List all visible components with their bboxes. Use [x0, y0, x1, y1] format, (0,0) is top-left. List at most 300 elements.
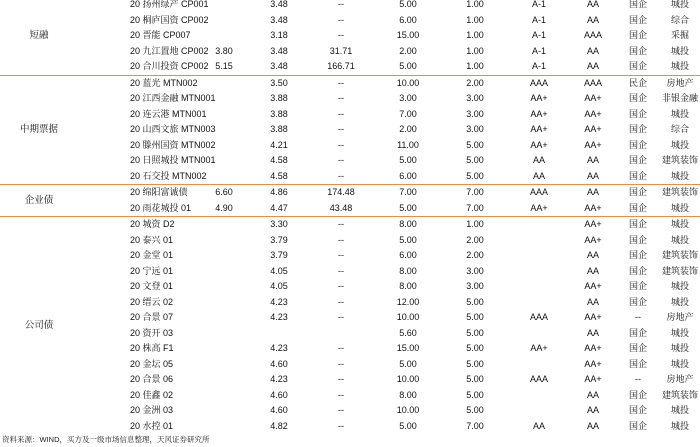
term-cell: 1.00 [466, 45, 484, 56]
table-row [0, 372, 700, 388]
industry-cell: 城投 [670, 170, 689, 181]
table-row [0, 91, 700, 107]
industry-cell: 非银金融 [661, 93, 698, 104]
term-cell: 5.00 [466, 155, 484, 166]
value-3-cell: -- [338, 389, 344, 400]
issuer-rating-cell: AA [586, 405, 599, 416]
value-1-cell: 6.60 [198, 185, 250, 201]
issue-size-cell: 10.00 [396, 312, 420, 323]
ownership-cell: 国企 [628, 170, 647, 181]
issue-size-cell: 2.00 [399, 124, 417, 135]
issuer-rating-cell: AA+ [584, 234, 602, 245]
debt-rating-cell: A-1 [531, 0, 546, 10]
value-3-cell: -- [308, 75, 374, 91]
issuer-rating-cell: AAA [570, 75, 616, 91]
ownership-cell: 国企 [628, 14, 647, 25]
bond-name-cell: 20 山西文旅 MTN003 [130, 124, 216, 135]
bond-name-cell: 20 株高 F1 [130, 343, 174, 354]
table-row [0, 248, 700, 264]
term-cell: 2.00 [442, 75, 508, 91]
issue-size-cell: 2.00 [399, 45, 417, 56]
debt-rating-cell: AA+ [530, 202, 548, 213]
debt-rating-cell: AA+ [530, 93, 548, 104]
bond-name-cell: 20 资开 03 [130, 327, 174, 338]
industry-cell: 综合 [670, 14, 689, 25]
value-1-cell [198, 233, 250, 249]
issuer-rating-cell: AA+ [584, 358, 602, 369]
debt-rating-cell [508, 326, 570, 342]
issuer-rating-cell: AA+ [584, 139, 602, 150]
issue-size-cell: 15.00 [396, 343, 420, 354]
table-row [0, 295, 700, 311]
bond-name-cell: 20 城资 D2 [78, 217, 198, 233]
industry-cell: 城投 [670, 405, 689, 416]
value-3-cell: -- [338, 170, 344, 181]
bond-name-cell: 20 蓝光 MTN002 [78, 75, 198, 91]
value-3-cell: -- [338, 374, 344, 385]
ownership-cell: 国企 [628, 296, 647, 307]
term-cell: 5.00 [466, 170, 484, 181]
table-row [0, 153, 700, 169]
debt-rating-cell: AAA [529, 374, 548, 385]
bond-name-cell: 20 文登 01 [130, 281, 174, 292]
industry-cell: 城投 [670, 0, 689, 10]
value-1-cell [198, 357, 250, 373]
issuer-rating-cell: AA [586, 45, 599, 56]
value-2-cell: 3.88 [270, 124, 288, 135]
bond-name-cell: 20 日照城投 MTN001 [130, 155, 216, 166]
value-1-cell: 5.15 [215, 61, 233, 72]
term-cell: 5.00 [466, 312, 484, 323]
term-cell: 5.00 [466, 389, 484, 400]
table-row [0, 169, 700, 185]
ownership-cell: -- [635, 312, 641, 323]
value-3-cell: 174.48 [308, 185, 374, 201]
term-cell: 3.00 [466, 108, 484, 119]
debt-rating-cell: AAA [529, 312, 548, 323]
issue-size-cell: 8.00 [399, 265, 417, 276]
bond-name-cell: 20 缙云 02 [130, 296, 174, 307]
bond-name-cell: 20 泰兴 01 [130, 234, 174, 245]
value-3-cell: -- [338, 139, 344, 150]
table-row [0, 341, 700, 357]
value-3-cell: -- [338, 155, 344, 166]
bond-name-cell: 20 金堂 01 [130, 250, 174, 261]
issuer-rating-cell: AA+ [584, 124, 602, 135]
issue-size-cell: 6.00 [399, 14, 417, 25]
source-note: 资料来源：WIND，买方及一级市场信息整理，天风证券研究所 [2, 435, 210, 444]
industry-cell: 建筑装饰 [661, 265, 698, 276]
bond-name-cell: 20 水控 01 [130, 420, 174, 431]
term-cell: 5.00 [466, 296, 484, 307]
issuer-rating-cell: AA+ [584, 374, 602, 385]
ownership-cell: 国企 [628, 343, 647, 354]
value-2-cell: 3.30 [250, 217, 308, 233]
debt-rating-cell [508, 279, 570, 295]
issuer-rating-cell: AA [586, 61, 599, 72]
ownership-cell: 国企 [628, 389, 647, 400]
term-cell: 5.00 [466, 405, 484, 416]
issuer-rating-cell: AA+ [584, 312, 602, 323]
issuer-rating-cell: AA [586, 420, 599, 431]
value-3-cell: -- [338, 250, 344, 261]
issue-size-cell: 6.00 [399, 250, 417, 261]
value-2-cell: 4.86 [250, 185, 308, 201]
value-1-cell [198, 388, 250, 404]
issuer-rating-cell: AA [586, 14, 599, 25]
bond-name-cell: 20 合景 07 [130, 312, 174, 323]
ownership-cell: 国企 [628, 0, 647, 10]
value-2-cell: 3.79 [270, 250, 288, 261]
ownership-cell: 国企 [628, 420, 647, 431]
category-label: 公司债 [0, 217, 78, 435]
bond-name-cell: 20 江西金融 MTN001 [130, 93, 216, 104]
ownership-cell: 国企 [628, 61, 647, 72]
industry-cell: 城投 [670, 108, 689, 119]
value-3-cell: -- [338, 405, 344, 416]
ownership-cell: 国企 [628, 405, 647, 416]
issuer-rating-cell: AA [570, 185, 616, 201]
issue-size-cell: 7.00 [399, 108, 417, 119]
bond-name-cell: 20 佳鑫 02 [130, 389, 174, 400]
term-cell: 1.00 [466, 30, 484, 41]
issue-size-cell: 10.00 [396, 374, 420, 385]
issuer-rating-cell: AA+ [570, 217, 616, 233]
value-2-cell: 3.79 [270, 234, 288, 245]
ownership-cell: 国企 [628, 124, 647, 135]
table-row [0, 357, 700, 373]
table-row [0, 185, 700, 201]
value-2-cell: 4.21 [270, 139, 288, 150]
bond-name-cell: 20 绵阳富诚债 [78, 185, 198, 201]
ownership-cell: 国企 [628, 327, 647, 338]
value-3-cell: -- [338, 30, 344, 41]
bond-name-cell: 20 合川投资 CP002 [130, 61, 209, 72]
debt-rating-cell: A-1 [531, 61, 546, 72]
industry-cell: 建筑装饰 [661, 250, 698, 261]
value-3-cell: -- [338, 420, 344, 431]
industry-cell: 城投 [670, 139, 689, 150]
bond-name-cell: 20 金坛 05 [130, 358, 174, 369]
industry-cell: 城投 [670, 202, 689, 213]
value-1-cell [198, 372, 250, 388]
term-cell: 2.00 [466, 250, 484, 261]
ownership-cell: 国企 [628, 155, 647, 166]
table-row [0, 59, 700, 75]
bond-name-cell: 20 连云港 MTN001 [130, 108, 207, 119]
bond-name-cell: 20 石交投 MTN002 [130, 170, 207, 181]
issuer-rating-cell: AA [586, 265, 599, 276]
ownership-cell: 国企 [628, 139, 647, 150]
value-2-cell: 3.48 [270, 45, 288, 56]
value-1-cell [198, 295, 250, 311]
value-2-cell: 4.47 [270, 202, 288, 213]
term-cell: 3.00 [466, 265, 484, 276]
debt-rating-cell: A-1 [531, 30, 546, 41]
value-1-cell [198, 217, 250, 233]
issue-size-cell: 5.00 [399, 0, 417, 10]
debt-rating-cell [508, 264, 570, 280]
value-3-cell: -- [338, 124, 344, 135]
issuer-rating-cell: AA+ [584, 93, 602, 104]
issuer-rating-cell: AA [586, 327, 599, 338]
term-cell: 1.00 [466, 14, 484, 25]
industry-cell: 城投 [670, 281, 689, 292]
value-1-cell [198, 279, 250, 295]
debt-rating-cell [508, 217, 570, 233]
ownership-cell: 国企 [628, 108, 647, 119]
term-cell: 5.00 [466, 139, 484, 150]
industry-cell: 城投 [670, 343, 689, 354]
issuer-rating-cell: AA+ [584, 281, 602, 292]
bond-name-cell: 20 雨花城投 01 [130, 202, 192, 213]
value-3-cell: 31.71 [329, 45, 353, 56]
value-3-cell: -- [338, 14, 344, 25]
industry-cell: 房地产 [666, 312, 694, 323]
value-3-cell [308, 326, 374, 342]
debt-rating-cell: AAA [508, 75, 570, 91]
term-cell: 7.00 [466, 420, 484, 431]
term-cell: 5.00 [466, 343, 484, 354]
value-1-cell: 4.90 [215, 202, 233, 213]
table-row [0, 403, 700, 419]
ownership-cell: 国企 [628, 234, 647, 245]
value-2-cell: 4.05 [270, 265, 288, 276]
issue-size-cell: 8.00 [399, 389, 417, 400]
value-1-cell [198, 326, 250, 342]
debt-rating-cell: A-1 [531, 45, 546, 56]
ownership-cell: 国企 [628, 93, 647, 104]
term-cell: 7.00 [466, 202, 484, 213]
issuer-rating-cell: AAA [583, 30, 602, 41]
industry-cell: 城投 [670, 358, 689, 369]
value-2-cell: 3.18 [270, 30, 288, 41]
industry-cell: 综合 [670, 124, 689, 135]
issuer-rating-cell: AA [586, 389, 599, 400]
ownership-cell: 国企 [616, 217, 660, 233]
value-2-cell: 4.82 [270, 420, 288, 431]
term-cell: 1.00 [466, 61, 484, 72]
issue-size-cell: 5.00 [399, 155, 417, 166]
issuer-rating-cell: AA [586, 250, 599, 261]
industry-cell: 城投 [670, 420, 689, 431]
term-cell: 3.00 [466, 281, 484, 292]
value-1-cell [198, 419, 250, 435]
issuer-rating-cell: AA [586, 155, 599, 166]
value-2-cell: 4.60 [270, 358, 288, 369]
value-3-cell: 166.71 [327, 61, 355, 72]
value-2-cell: 3.50 [250, 75, 308, 91]
debt-rating-cell: AAA [508, 185, 570, 201]
debt-rating-cell: AA+ [530, 108, 548, 119]
debt-rating-cell [508, 233, 570, 249]
value-2-cell: 4.05 [270, 281, 288, 292]
table-row [0, 13, 700, 29]
debt-rating-cell: AA [532, 155, 545, 166]
value-3-cell: -- [338, 93, 344, 104]
issue-size-cell: 5.00 [399, 358, 417, 369]
debt-rating-cell [508, 403, 570, 419]
industry-cell: 建筑装饰 [661, 389, 698, 400]
industry-cell: 城投 [660, 217, 700, 233]
industry-cell: 城投 [670, 327, 689, 338]
issuer-rating-cell: AA+ [584, 202, 602, 213]
term-cell: 3.00 [466, 93, 484, 104]
bond-name-cell: 20 合景 06 [130, 374, 174, 385]
table-row [0, 28, 700, 44]
value-3-cell: 43.48 [329, 202, 353, 213]
table-row [0, 264, 700, 280]
issue-size-cell: 5.00 [399, 420, 417, 431]
term-cell: 5.00 [466, 327, 484, 338]
issue-size-cell: 5.00 [399, 234, 417, 245]
bond-name-cell: 20 宁远 01 [130, 265, 174, 276]
table-row [0, 279, 700, 295]
table-row [0, 419, 700, 435]
debt-rating-cell [508, 357, 570, 373]
term-cell: 1.00 [466, 0, 484, 10]
ownership-cell: 国企 [616, 185, 660, 201]
issuer-rating-cell: AA [586, 0, 599, 10]
value-3-cell: -- [308, 217, 374, 233]
value-1-cell: 3.80 [215, 45, 233, 56]
issuer-rating-cell: AA+ [584, 108, 602, 119]
table-row [0, 310, 700, 326]
value-3-cell: -- [338, 234, 344, 245]
table-row [0, 0, 700, 13]
value-1-cell [198, 264, 250, 280]
issue-size-cell: 7.00 [374, 185, 442, 201]
value-2-cell: 3.88 [270, 93, 288, 104]
ownership-cell: 国企 [628, 45, 647, 56]
ownership-cell: 国企 [628, 281, 647, 292]
bond-name-cell: 20 桐庐国资 CP002 [130, 14, 209, 25]
table-row [0, 217, 700, 233]
issue-size-cell: 11.00 [397, 139, 419, 150]
value-1-cell [198, 28, 250, 44]
value-3-cell: -- [338, 0, 344, 10]
industry-cell: 城投 [670, 45, 689, 56]
value-2-cell: 3.48 [270, 0, 288, 10]
table-row [0, 201, 700, 217]
value-3-cell: -- [338, 296, 344, 307]
value-2-cell: 4.23 [270, 296, 288, 307]
value-2-cell: 3.88 [270, 108, 288, 119]
debt-rating-cell: AA+ [530, 124, 548, 135]
bond-name-cell: 20 金洲 03 [130, 405, 174, 416]
bond-name-cell: 20 九江置地 CP002 [130, 45, 209, 56]
issuer-rating-cell: AA+ [584, 343, 602, 354]
issue-size-cell: 5.00 [399, 61, 417, 72]
value-2-cell: 3.48 [270, 14, 288, 25]
value-2-cell: 4.58 [270, 170, 288, 181]
bond-name-cell: 20 扬州绿产 CP001 [130, 0, 209, 10]
table-row [0, 138, 700, 154]
term-cell: 7.00 [442, 185, 508, 201]
ownership-cell: 国企 [628, 358, 647, 369]
value-2-cell: 4.60 [270, 405, 288, 416]
debt-rating-cell: A-1 [531, 14, 546, 25]
value-3-cell: -- [338, 358, 344, 369]
value-3-cell: -- [338, 343, 344, 354]
bond-name-cell: 20 晋能 CP007 [130, 30, 191, 41]
ownership-cell: 国企 [628, 265, 647, 276]
issue-size-cell: 5.00 [399, 202, 417, 213]
issuer-rating-cell: AA [586, 170, 599, 181]
issue-size-cell: 8.00 [374, 217, 442, 233]
issuer-rating-cell: AA [586, 296, 599, 307]
value-2-cell: 4.58 [270, 155, 288, 166]
issue-size-cell: 3.00 [399, 93, 417, 104]
ownership-cell: 国企 [628, 250, 647, 261]
table-row [0, 233, 700, 249]
table-row [0, 75, 700, 91]
table-row [0, 107, 700, 123]
term-cell: 2.00 [466, 234, 484, 245]
debt-rating-cell: AA [532, 420, 545, 431]
ownership-cell: 国企 [628, 30, 647, 41]
debt-rating-cell [508, 295, 570, 311]
ownership-cell: 民企 [616, 75, 660, 91]
value-1-cell [198, 75, 250, 91]
industry-cell: 建筑装饰 [661, 155, 698, 166]
debt-rating-cell [508, 388, 570, 404]
term-cell: 5.00 [466, 358, 484, 369]
value-2-cell: 4.23 [270, 374, 288, 385]
industry-cell: 采掘 [670, 30, 689, 41]
issue-size-cell: 10.00 [374, 75, 442, 91]
issue-size-cell: 15.00 [396, 30, 420, 41]
industry-cell: 城投 [670, 296, 689, 307]
issue-size-cell: 12.00 [396, 296, 420, 307]
value-2-cell: 4.23 [270, 312, 288, 323]
term-cell: 1.00 [442, 217, 508, 233]
value-1-cell [198, 341, 250, 357]
ownership-cell: 国企 [628, 202, 647, 213]
term-cell: 5.00 [466, 374, 484, 385]
debt-rating-cell [508, 248, 570, 264]
issue-size-cell: 6.00 [399, 170, 417, 181]
value-3-cell: -- [338, 108, 344, 119]
debt-rating-cell: AA+ [530, 343, 548, 354]
industry-cell: 建筑装饰 [660, 185, 700, 201]
value-2-cell: 4.60 [270, 389, 288, 400]
category-label: 中期票据 [0, 75, 78, 185]
debt-rating-cell: AA [532, 170, 545, 181]
value-3-cell: -- [338, 265, 344, 276]
category-label: 短融 [29, 30, 49, 42]
value-1-cell [198, 403, 250, 419]
table-row [0, 326, 700, 342]
industry-cell: 房地产 [666, 374, 694, 385]
value-2-cell: 4.23 [270, 343, 288, 354]
ownership-cell: -- [635, 374, 641, 385]
industry-cell: 房地产 [660, 75, 700, 91]
category-label: 企业债 [0, 185, 78, 217]
table-row [0, 388, 700, 404]
value-3-cell: -- [338, 281, 344, 292]
bond-name-cell: 20 滕州国资 MTN002 [130, 139, 216, 150]
value-2-cell: 3.48 [270, 61, 288, 72]
value-1-cell [198, 310, 250, 326]
debt-rating-cell: AA+ [530, 139, 548, 150]
term-cell: 3.00 [466, 124, 484, 135]
issue-size-cell: 5.60 [399, 327, 417, 338]
industry-cell: 城投 [670, 61, 689, 72]
issue-size-cell: 8.00 [399, 281, 417, 292]
issue-size-cell: 10.00 [396, 405, 420, 416]
value-3-cell: -- [338, 312, 344, 323]
